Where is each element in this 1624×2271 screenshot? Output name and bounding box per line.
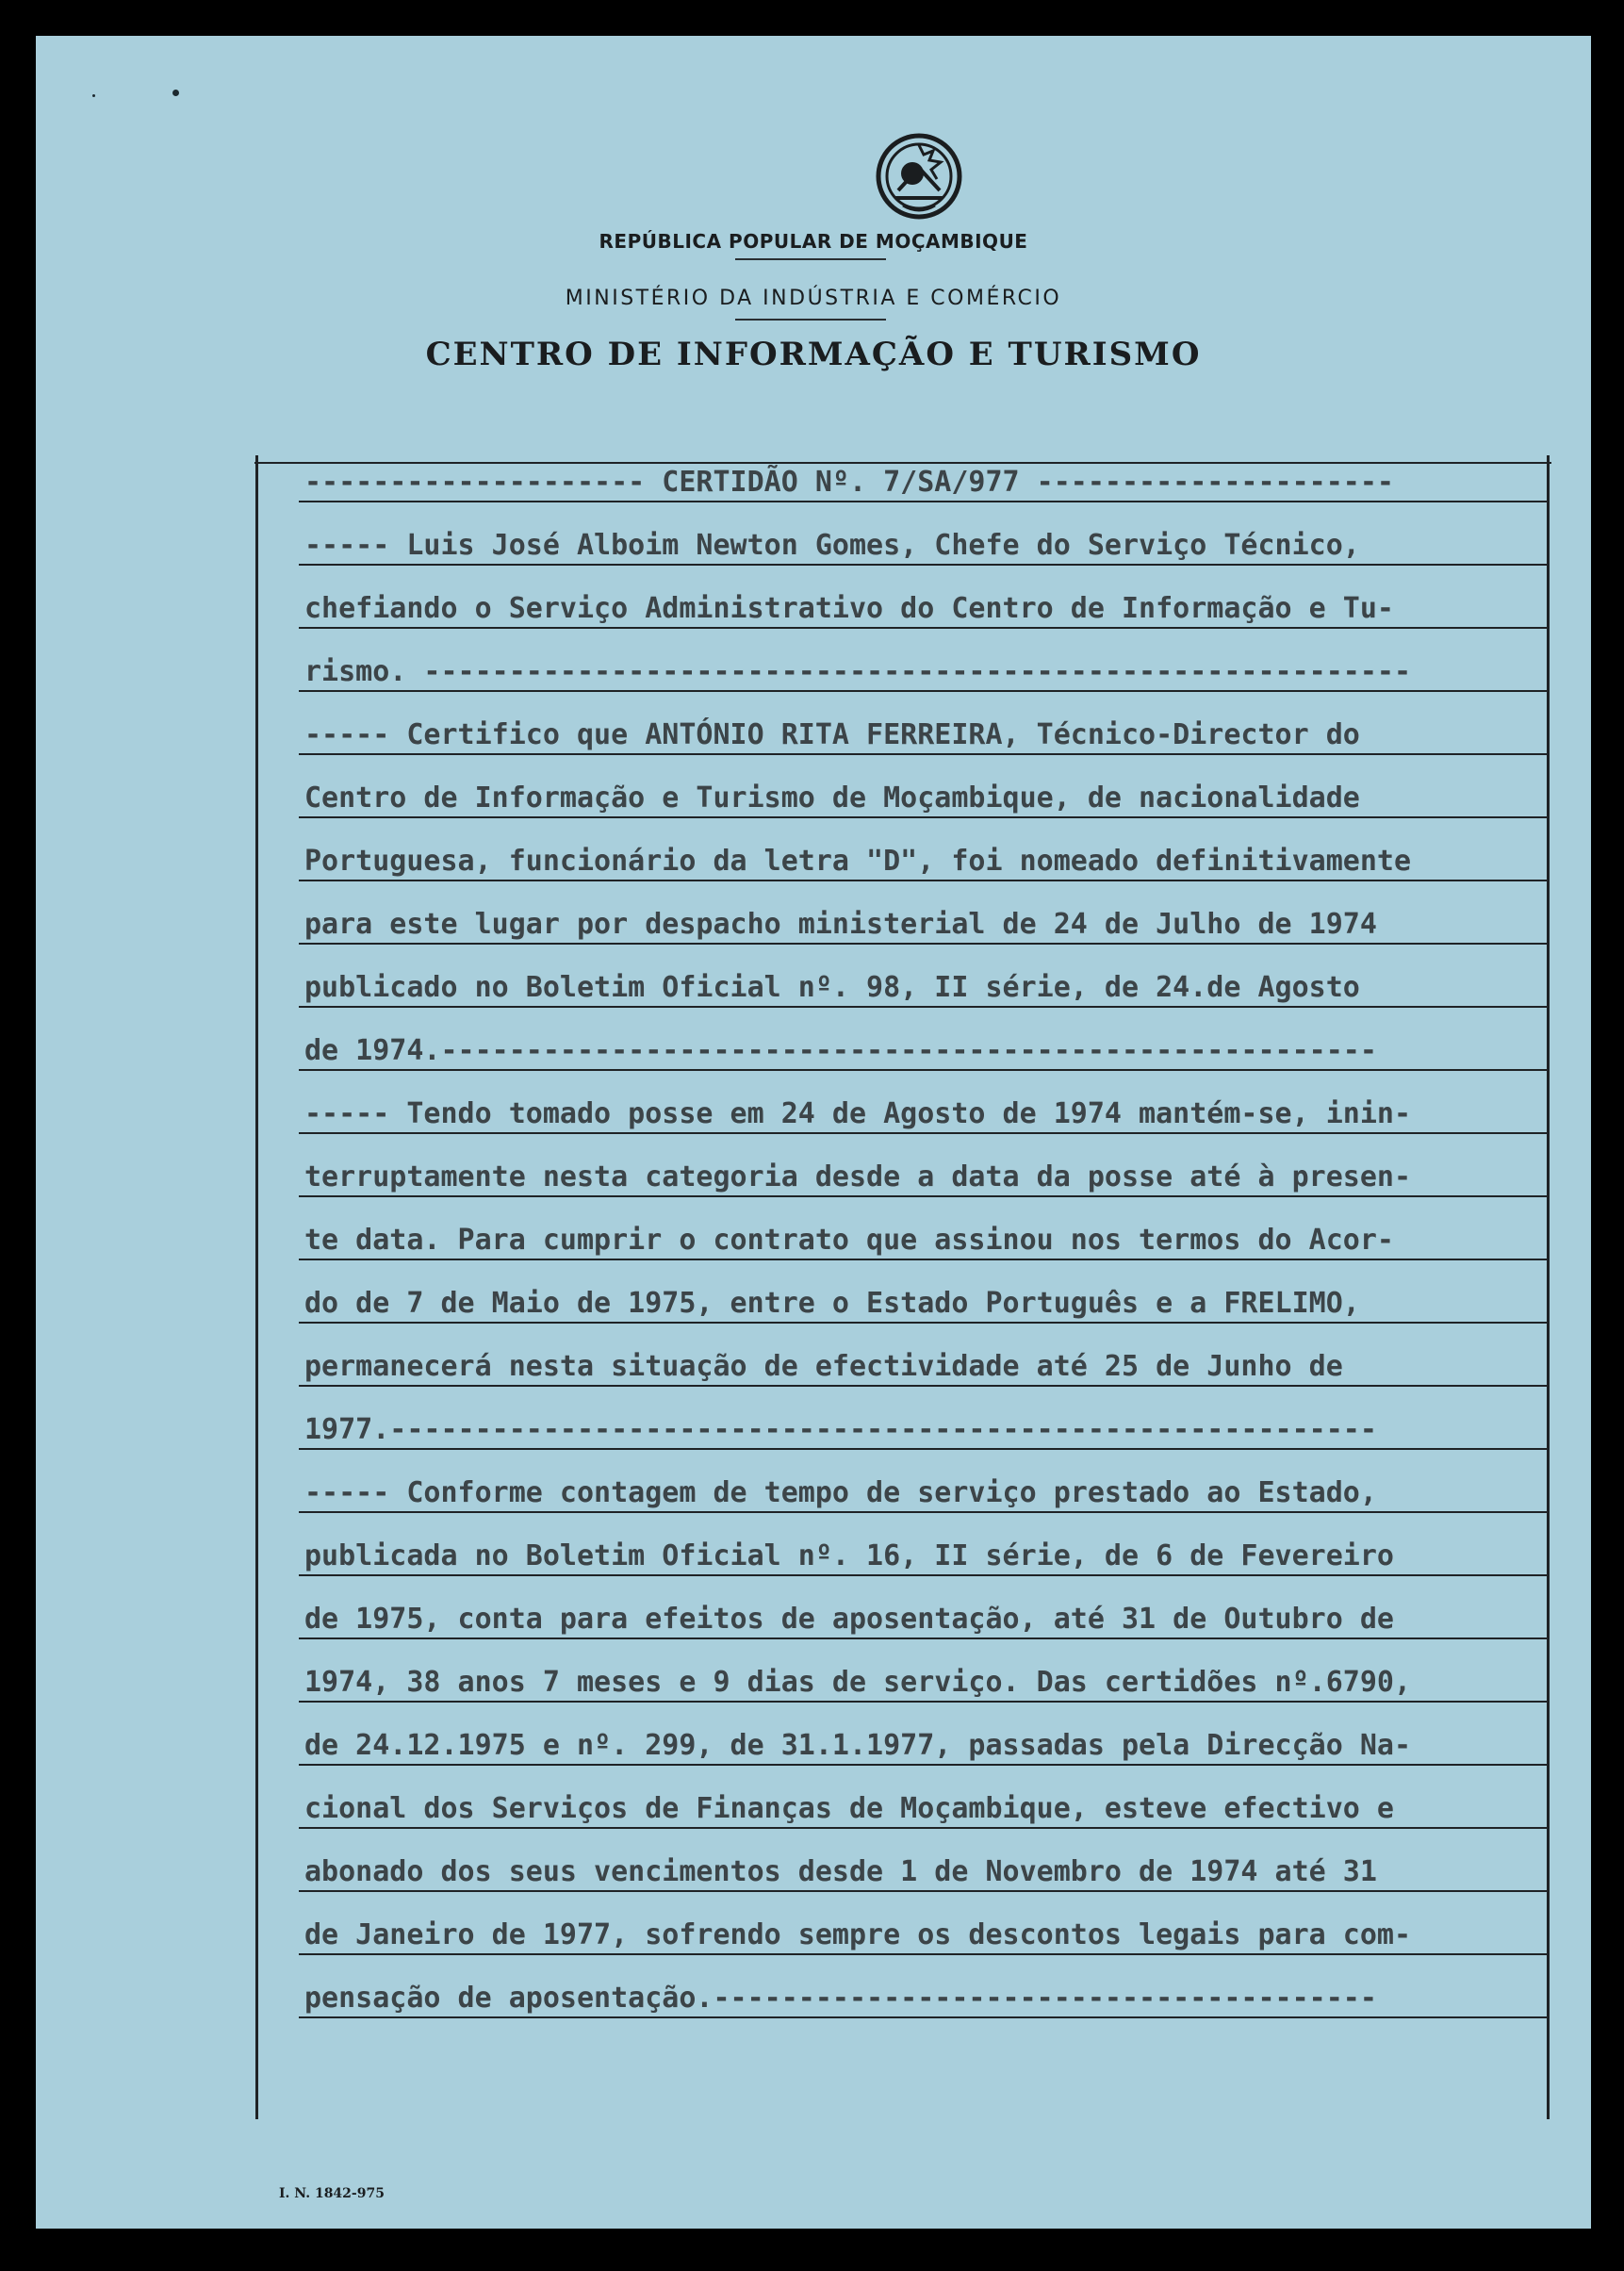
header-divider <box>735 258 886 260</box>
certificate-line: de 1975, conta para efeitos de aposentação, até 31 de Outubro de <box>299 1602 1548 1639</box>
certificate-line: rismo. ---------------------------------------------------------- <box>299 654 1548 692</box>
certificate-line: 1977.---------------------------------------------------------- <box>299 1412 1548 1450</box>
header-divider <box>735 319 886 321</box>
certificate-line: de Janeiro de 1977, sofrendo sempre os descontos legais para com- <box>299 1917 1548 1955</box>
certificate-line: Portuguesa, funcionário da letra "D", foi nomeado definitivamente <box>299 844 1548 881</box>
certificate-line: de 1974.------------------------------------------------------- <box>299 1033 1548 1071</box>
certificate-line: cional dos Serviços de Finanças de Moçambique, esteve efectivo e <box>299 1791 1548 1829</box>
certificate-line: para este lugar por despacho ministerial de 24 de Julho de 1974 <box>299 907 1548 945</box>
certificate-line: ----- Luis José Alboim Newton Gomes, Chefe do Serviço Técnico, <box>299 528 1548 566</box>
certificate-line: ----- Conforme contagem de tempo de serviço prestado ao Estado, <box>299 1475 1548 1513</box>
certificate-line: publicado no Boletim Oficial nº. 98, II série, de 24.de Agosto <box>299 970 1548 1008</box>
republic-title: REPÚBLICA POPULAR DE MOÇAMBIQUE <box>599 230 1028 253</box>
certificate-line: Centro de Informação e Turismo de Moçambique, de nacionalidade <box>299 781 1548 818</box>
certificate-line: permanecerá nesta situação de efectividade até 25 de Junho de <box>299 1349 1548 1387</box>
certificate-line: -------------------- CERTIDÃO Nº. 7/SA/977 --------------------- <box>299 465 1548 502</box>
centre-title: CENTRO DE INFORMAÇÃO E TURISMO <box>425 336 1202 373</box>
certificate-line: pensação de aposentação.--------------------------------------- <box>299 1981 1548 2018</box>
certificate-line: terruptamente nesta categoria desde a data da posse até à presen- <box>299 1160 1548 1197</box>
frame-top-rule <box>254 462 1551 464</box>
certificate-line: 1974, 38 anos 7 meses e 9 dias de serviço. Das certidões nº.6790, <box>299 1665 1548 1703</box>
paper-speck <box>92 94 95 97</box>
print-code: I. N. 1842-975 <box>279 2186 385 2201</box>
certificate-line: de 24.12.1975 e nº. 299, de 31.1.1977, passadas pela Direcção Na- <box>299 1728 1548 1766</box>
certificate-line: chefiando o Serviço Administrativo do Centro de Informação e Tu- <box>299 591 1548 629</box>
certificate-line: do de 7 de Maio de 1975, entre o Estado Português e a FRELIMO, <box>299 1286 1548 1324</box>
ministry-title: MINISTÉRIO DA INDÚSTRIA E COMÉRCIO <box>565 287 1062 310</box>
certificate-line: publicada no Boletim Oficial nº. 16, II série, de 6 de Fevereiro <box>299 1539 1548 1576</box>
national-emblem-icon <box>875 132 963 221</box>
certificate-line: abonado dos seus vencimentos desde 1 de Novembro de 1974 até 31 <box>299 1854 1548 1892</box>
certificate-line: ----- Certifico que ANTÓNIO RITA FERREIRA, Técnico-Director do <box>299 717 1548 755</box>
paper-speck <box>172 90 179 96</box>
frame-left-rule <box>255 455 258 2119</box>
certificate-sheet <box>36 36 1591 2229</box>
certificate-line: ----- Tendo tomado posse em 24 de Agosto de 1974 mantém-se, inin- <box>299 1096 1548 1134</box>
certificate-line: te data. Para cumprir o contrato que assinou nos termos do Acor- <box>299 1223 1548 1260</box>
